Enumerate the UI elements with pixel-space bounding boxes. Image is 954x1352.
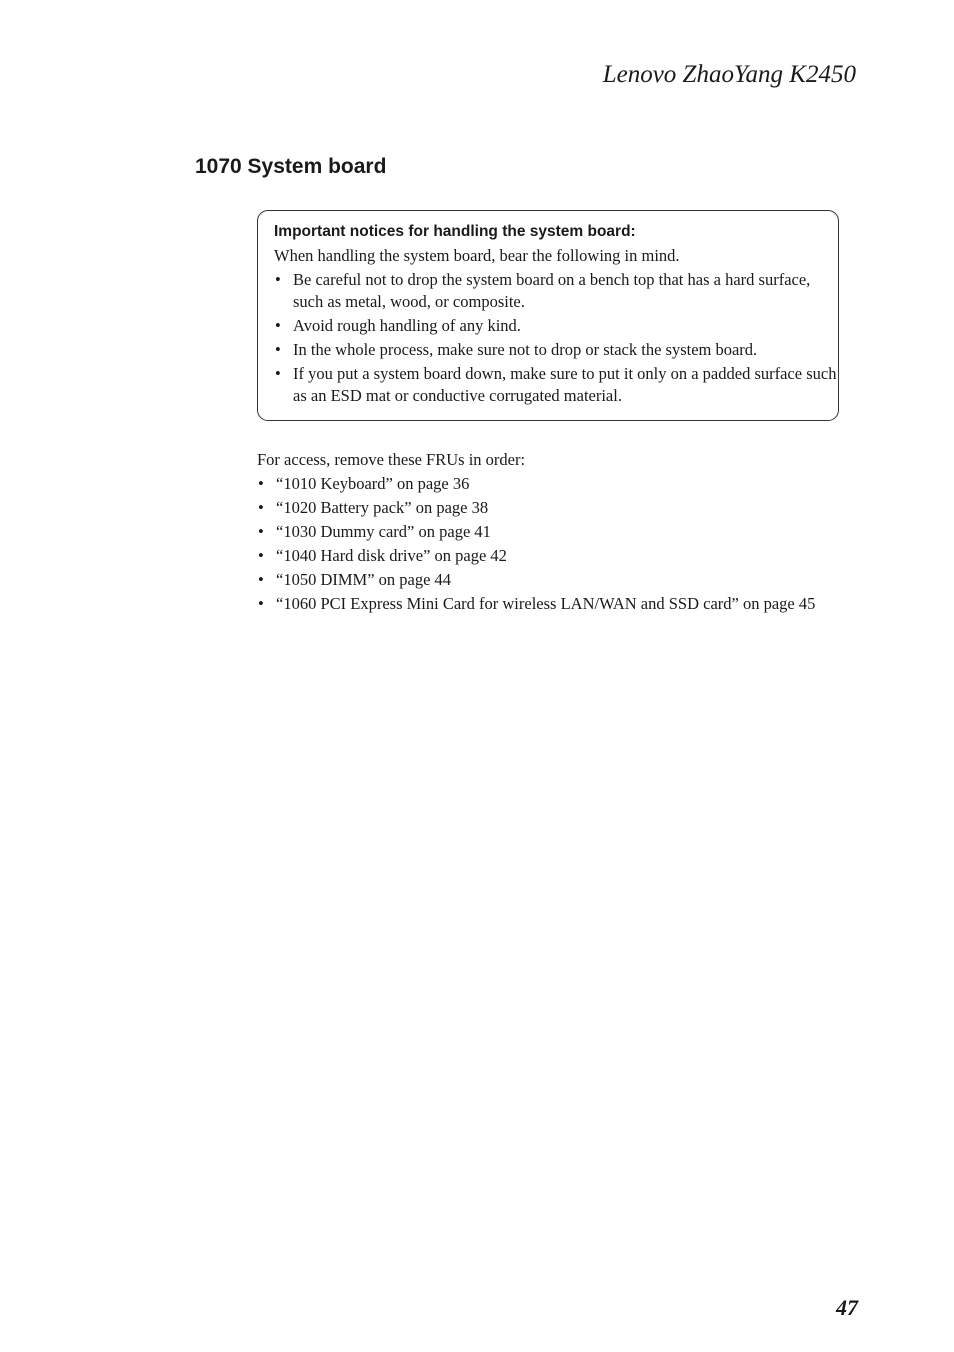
section-title: 1070 System board [195, 155, 387, 178]
running-header-title: Lenovo ZhaoYang K2450 [602, 61, 856, 88]
access-intro: For access, remove these FRUs in order: [257, 450, 526, 469]
notice-item-stack: • In the whole process, make sure not to drop or stack the system board. [274, 339, 838, 361]
access-section [257, 449, 837, 617]
fru-link-dummy-card[interactable]: • “1030 Dummy card” on page 41 [257, 521, 837, 543]
fru-list [257, 473, 837, 615]
notice-item-padded-surface: • If you put a system board down, make sure to put it only on a padded surface such as an ESD mat or conductive corrugated material. [274, 363, 838, 407]
fru-link-keyboard[interactable]: • “1010 Keyboard” on page 36 [257, 473, 837, 495]
notice-item-drop: • Be careful not to drop the system board on a bench top that has a hard surface, such as metal, wood, or composite. [274, 269, 838, 313]
notice-intro: When handling the system board, bear the following in mind. [274, 246, 680, 265]
notice-item-rough-handling: • Avoid rough handling of any kind. [274, 315, 838, 337]
fru-link-hard-disk-drive[interactable]: • “1040 Hard disk drive” on page 42 [257, 545, 837, 567]
fru-link-dimm[interactable]: • “1050 DIMM” on page 44 [257, 569, 837, 591]
page-number: 47 [836, 1295, 858, 1320]
notice-heading: Important notices for handling the system board: [274, 223, 636, 240]
fru-link-battery-pack[interactable]: • “1020 Battery pack” on page 38 [257, 497, 837, 519]
notice-box [257, 210, 839, 421]
fru-link-pci-express-mini-card[interactable]: • “1060 PCI Express Mini Card for wireless LAN/WAN and SSD card” on page 45 [257, 593, 837, 615]
notice-list [274, 269, 838, 407]
